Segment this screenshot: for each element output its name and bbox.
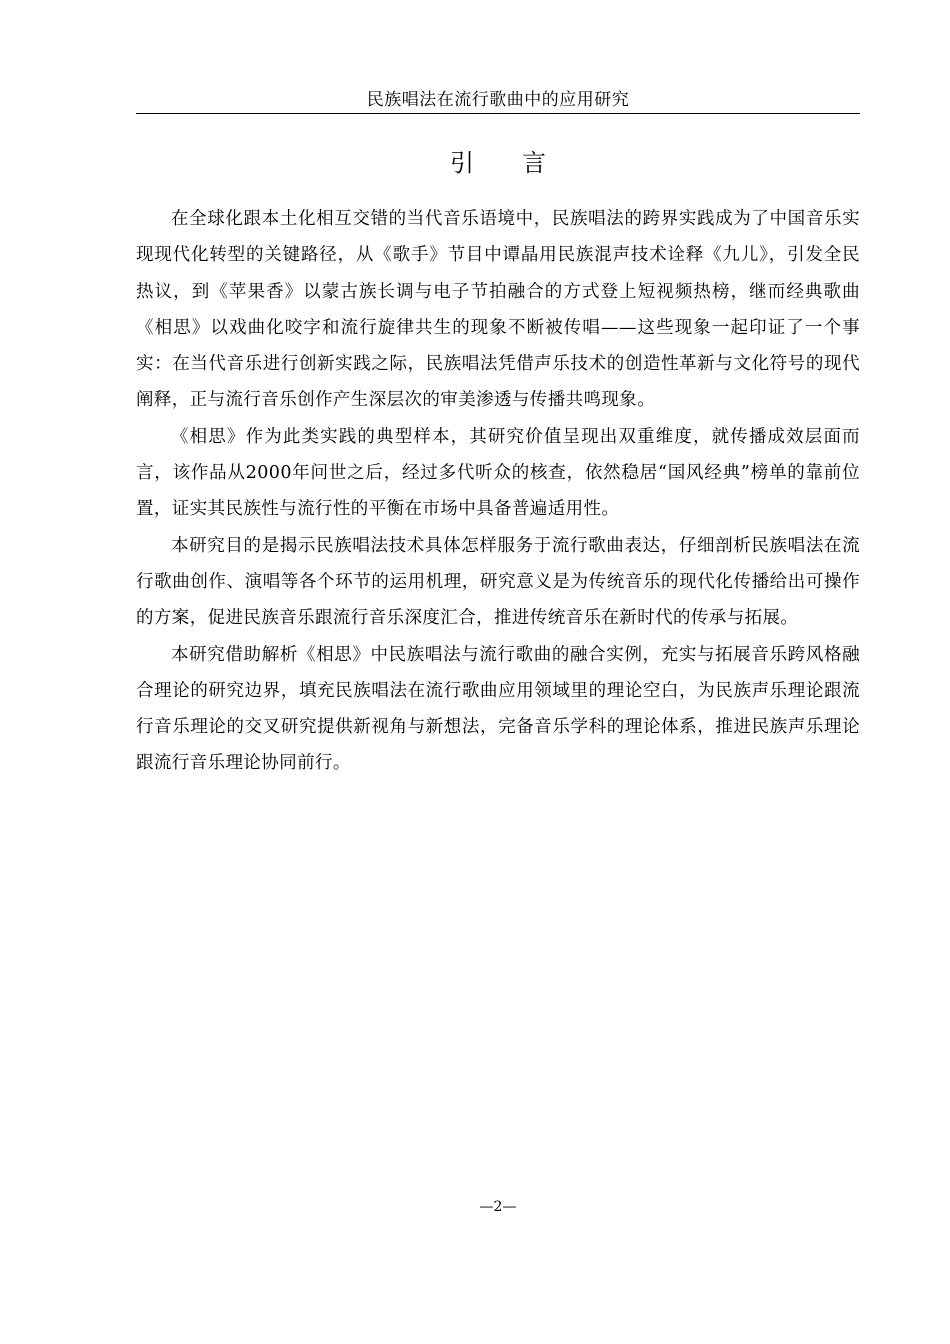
running-header: 民族唱法在流行歌曲中的应用研究 [366,90,630,110]
paragraph-4: 本研究借助解析《相思》中民族唱法与流行歌曲的融合实例，充实与拓展音乐跨风格融合理论的研究边界，填充民族唱法在流行歌曲应用领域里的理论空白，为民族声乐理论跟流行音乐理论的交叉研究提供新视角与新想法，完备音乐学科的理论体系，推进民族声乐理论跟流行音乐理论协同前行。 [136,644,860,774]
paragraph-3: 本研究目的是揭示民族唱法技术具体怎样服务于流行歌曲表达，仔细剖析民族唱法在流行歌曲创作、演唱等各个环节的运用机理，研究意义是为传统音乐的现代化传播给出可操作的方案，促进民族音乐跟流行音乐深度汇合，推进传统音乐在新时代的传承与拓展。 [136,535,860,629]
body-text [136,201,860,782]
paragraph-2: 《相思》作为此类实践的典型样本，其研究价值呈现出双重维度，就传播成效层面而言，该作品从2000年问世之后，经过多代听众的核查，依然稳居“国风经典”榜单的靠前位置，证实其民族性与流行性的平衡在市场中具备普遍适用性。 [136,426,860,520]
page-number: —2— [479,1199,517,1215]
section-title: 引言 [450,149,594,177]
header-rule [136,113,860,114]
paragraph-1: 在全球化跟本土化相互交错的当代音乐语境中，民族唱法的跨界实践成为了中国音乐实现现代化转型的关键路径，从《歌手》节目中谭晶用民族混声技术诠释《九儿》，引发全民热议，到《苹果香》以蒙古族长调与电子节拍融合的方式登上短视频热榜，继而经典歌曲《相思》以戏曲化咬字和流行旋律共生的现象不断被传唱——这些现象一起印证了一个事实：在当代音乐进行创新实践之际，民族唱法凭借声乐技术的创造性革新与文化符号的现代阐释，正与流行音乐创作产生深层次的审美渗透与传播共鸣现象。 [136,209,860,411]
